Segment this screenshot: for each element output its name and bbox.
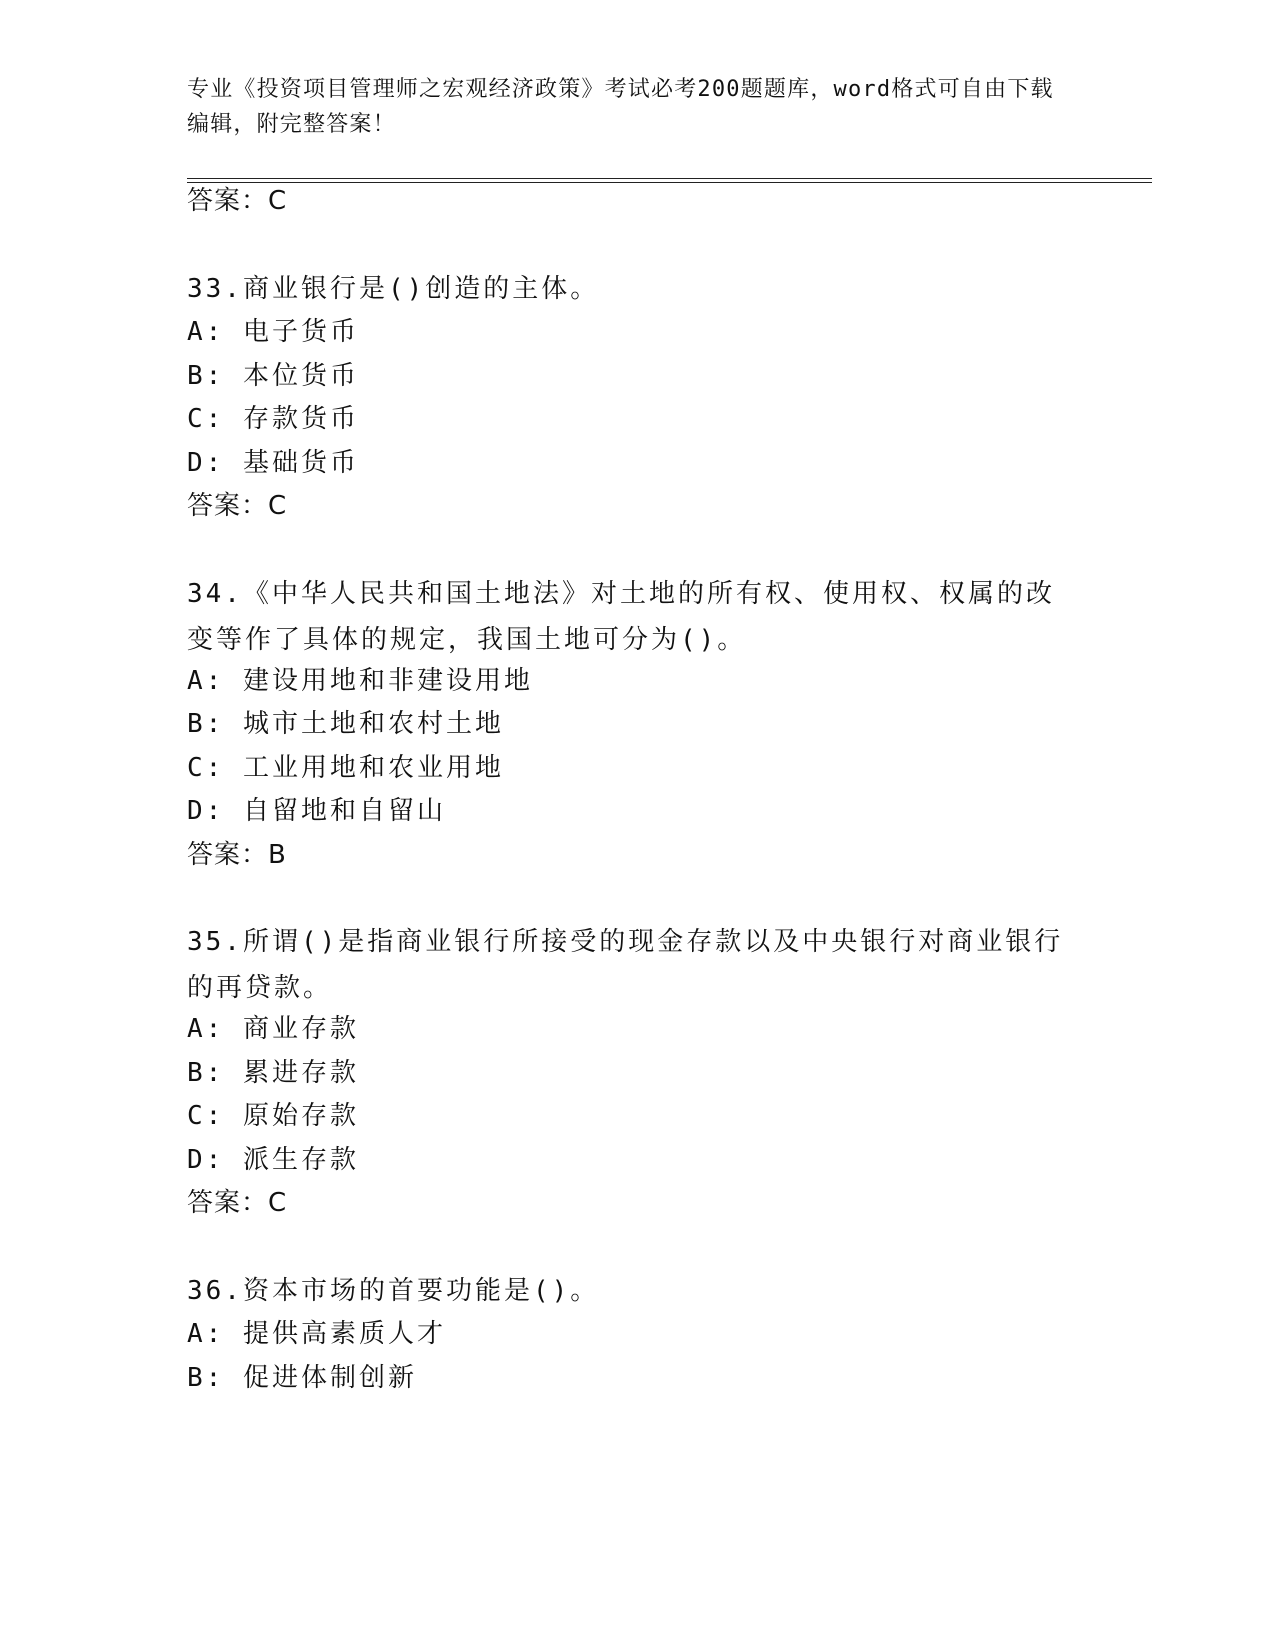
question-35-option-a: A: 商业存款 (187, 1014, 359, 1044)
question-35-text: 35.所谓()是指商业银行所接受的现金存款以及中央银行对商业银行的再贷款。 (187, 927, 1064, 1003)
question-33-answer: 答案：C (187, 491, 288, 521)
question-35-option-b: B: 累进存款 (187, 1058, 359, 1088)
question-33-option-b: B: 本位货币 (187, 361, 359, 391)
question-34-option-a: A: 建设用地和非建设用地 (187, 666, 533, 696)
question-35-answer: 答案：C (187, 1188, 288, 1218)
question-34-option-b: B: 城市土地和农村土地 (187, 709, 504, 739)
previous-answer: 答案：C (187, 186, 288, 216)
question-34-option-c: C: 工业用地和农业用地 (187, 753, 504, 783)
question-34-text: 34.《中华人民共和国土地法》对土地的所有权、使用权、权属的改变等作了具体的规定，我国土地可分为()。 (187, 579, 1055, 655)
header-divider-top (187, 178, 1152, 179)
question-33-text: 33.商业银行是()创造的主体。 (187, 274, 600, 304)
question-36-option-a: A: 提供高素质人才 (187, 1319, 446, 1349)
question-35-option-c: C: 原始存款 (187, 1101, 359, 1131)
question-34-answer: 答案：B (187, 840, 287, 870)
question-35-option-d: D: 派生存款 (187, 1145, 359, 1175)
question-34-option-d: D: 自留地和自留山 (187, 796, 446, 826)
question-36-text: 36.资本市场的首要功能是()。 (187, 1276, 600, 1306)
question-36-option-b: B: 促进体制创新 (187, 1363, 417, 1393)
question-33-option-d: D: 基础货币 (187, 448, 359, 478)
header-divider-bottom (187, 182, 1152, 183)
document-header: 专业《投资项目管理师之宏观经济政策》考试必考200题题库，word格式可自由下载编辑，附完整答案！ (187, 77, 1054, 137)
question-33-option-c: C: 存款货币 (187, 404, 359, 434)
question-33-option-a: A: 电子货币 (187, 317, 359, 347)
